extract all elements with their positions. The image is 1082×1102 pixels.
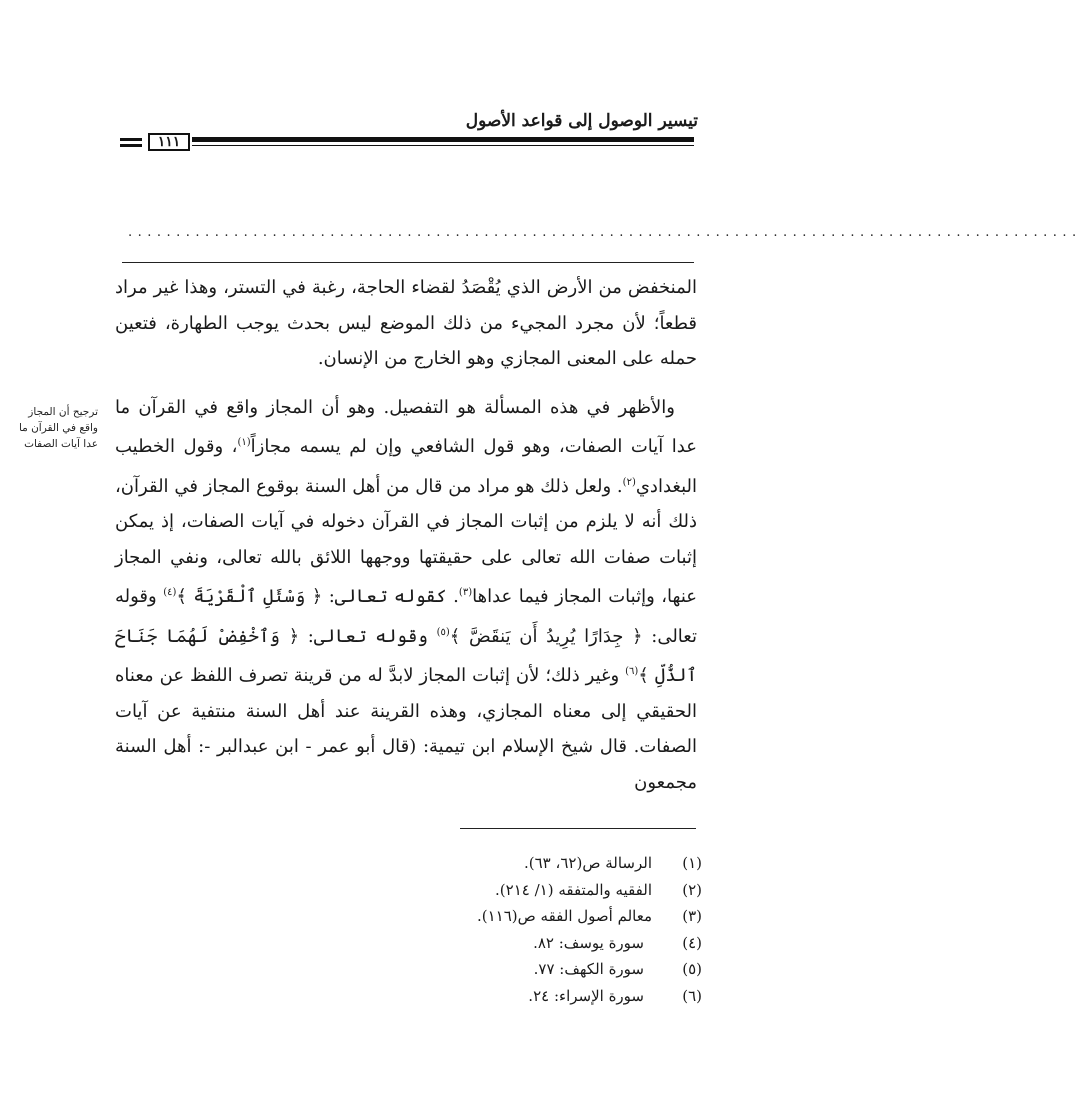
footnote-item (342, 956, 702, 983)
footnote-text: سورة الإسراء: ٢٤. (528, 986, 644, 1005)
header-rule-thick (192, 137, 694, 142)
footnote-number: (٦) (682, 986, 702, 1005)
footnote-ref-4: (٤) (163, 587, 177, 598)
paragraph-1: المنخفض من الأرض الذي يُقْصَدُ لقضاء الحاجة، رغبة في التستر، وهذا غير مراد قطعاً؛ لأن مجرد المجيء من ذلك الموضع ليس بحدث يوجب الطهارة، فتعين حمله على المعنى المجازي وهو الخارج من الإنسان. (115, 277, 697, 369)
header-rule-stub-top (120, 138, 142, 141)
footnote-item (342, 930, 702, 957)
footnote-number: (٢) (682, 880, 702, 899)
footnote-number: (١) (682, 854, 702, 872)
footnote-item (342, 877, 702, 904)
footnote-ref-2: (٢) (622, 476, 636, 488)
footnote-text: الفقيه والمتفقه (١/ ٢١٤). (495, 880, 652, 899)
text-top-rule (122, 262, 694, 263)
footnote-text: سورة يوسف: ٨٢. (533, 933, 644, 952)
footnote-ref-3: (٣) (458, 587, 473, 598)
footnote-item (342, 983, 702, 1010)
paragraph-2-text-b: ، وقول الخطيب البغدادي (115, 436, 697, 497)
paragraph-2-text-f: وقوله تعالى: (299, 625, 437, 647)
page-number: ١١١ (148, 133, 190, 151)
footnote-ref-6: (٦) (625, 666, 639, 677)
footnote-number: (٤) (682, 933, 702, 952)
quran-verse-3: ﴿ وَٱخْفِضْ لَهُمَا جَنَاحَ ٱلذُّلِّ ﴾ (115, 625, 697, 686)
header-rule-thin (192, 145, 694, 146)
paragraph-2-text-g: وغير ذلك؛ لأن إثبات المجاز لابدَّ له من قرينة تصرف اللفظ عن معناه الحقيقي إلى معناه المجازي، وهذه القرينة عند أهل السنة منتفية عن آيات الصفات. قال شيخ الإسلام ابن تيمية: (قال أبو عمر - ابن عبدالبر -: أهل السنة مجمعون (115, 665, 697, 793)
footnote-text: الرسالة ص(٦٢، ٦٣). (523, 854, 652, 872)
quran-verse-1: ﴿ وَسْئَلِ ٱلْقَرْيَةَ ﴾ (176, 586, 323, 607)
header-rule (120, 133, 694, 153)
paragraph-2-text-a: والأظهر في هذه المسألة هو التفصيل. وهو أن المجاز واقع في القرآن ما عدا آيات الصفات، وهو قول الشافعي وإن لم يسمه مجازاً (115, 396, 697, 457)
footnote-ref-1: (١) (237, 437, 251, 448)
footnote-text: معالم أصول الفقه ص(١١٦). (477, 907, 652, 925)
footnote-item (342, 903, 702, 930)
footnote-text: سورة الكهف: ٧٧. (533, 960, 644, 978)
paragraph-2-text-e: وقوله تعالى: (115, 586, 697, 647)
margin-note: ترجيح أن المجاز واقع في القرآن ما عدا آيات الصفات (18, 406, 98, 450)
footnote-number: (٣) (682, 907, 702, 925)
body-text (115, 270, 697, 800)
header-rule-stub-bottom (120, 144, 142, 147)
paragraph-2-text-c: . ولعل ذلك هو مراد من قال من أهل السنة بوقوع المجاز في القرآن، ذلك أنه لا يلزم من إثبات المجاز في القرآن دخوله في آيات الصفات، إذ يمكن إثبات صفات الله تعالى على حقيقتها ووجهها اللائق بالله تعالى، ونفي المجاز عنها، وإثبات المجاز فيما عداها (115, 475, 698, 607)
paragraph-2-text-d: . كقوله تعالى: (322, 586, 459, 607)
footnote-number: (٥) (682, 960, 702, 978)
dotted-separator: ................................................................................................... (128, 225, 1082, 240)
footnote-ref-5: (٥) (436, 626, 450, 638)
quran-verse-2: ﴿ جِدَارًا يُرِيدُ أَن يَنقَضَّ ﴾ (449, 625, 643, 647)
running-header-title: تيسير الوصول إلى قواعد الأصول (465, 111, 698, 131)
footnotes (342, 850, 702, 1009)
footnote-separator (460, 828, 696, 829)
footnote-item (342, 850, 702, 877)
paragraph-2 (115, 390, 697, 801)
